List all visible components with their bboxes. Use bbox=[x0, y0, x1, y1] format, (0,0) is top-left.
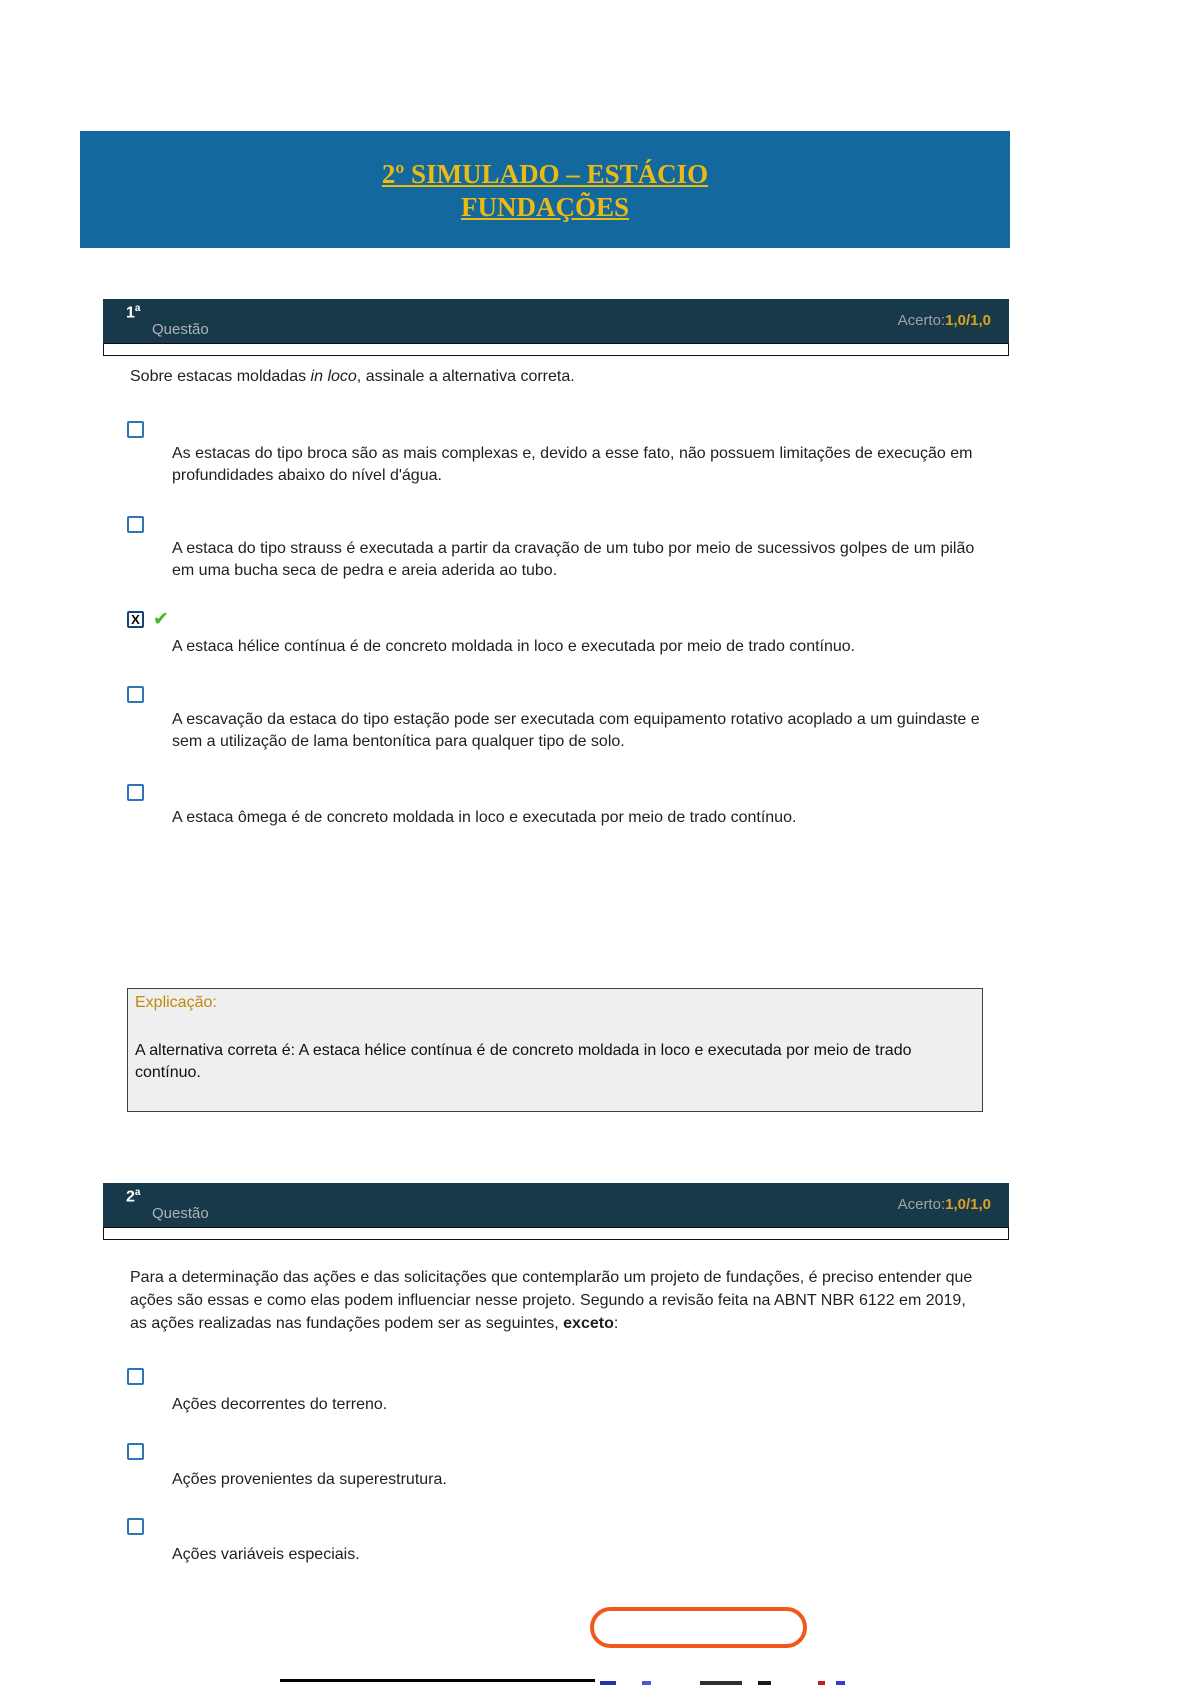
q2-option1-text: Ações decorrentes do terreno. bbox=[172, 1396, 388, 1413]
orange-highlight-oval bbox=[590, 1607, 807, 1648]
cutoff-divider-line bbox=[280, 1679, 595, 1682]
question2-progress-strip bbox=[103, 1227, 1009, 1240]
q1-option5-text: A estaca ômega é de concreto moldada in loco e executada por meio de trado contínuo. bbox=[172, 809, 797, 826]
question2-score: Acerto:1,0/1,0 bbox=[897, 1196, 991, 1213]
q1-option1-checkbox[interactable] bbox=[127, 421, 144, 438]
question1-score: Acerto:1,0/1,0 bbox=[897, 312, 991, 329]
q1-option4-text: A escavação da estaca do tipo estação pode ser executada com equipamento rotativo acoplado a um guindaste e sem a utilização de lama bentonítica para qualquer tipo de solo. bbox=[172, 711, 980, 750]
question2-prompt: Para a determinação das ações e das solicitações que contemplarão um projeto de fundações, é preciso entender que ações são essas e como elas podem influenciar nesse projeto. Segundo a revisão feita na ABNT NBR 6122 em 2019, as ações realizadas nas fundações podem ser as seguintes, exceto: bbox=[130, 1269, 973, 1332]
cutoff-fragment bbox=[600, 1681, 616, 1685]
question1-score-value: 1,0/1,0 bbox=[945, 312, 991, 329]
question2-number: 2$^a$ bbox=[126, 1187, 141, 1206]
question1-progress-strip bbox=[103, 343, 1009, 356]
cutoff-fragment bbox=[818, 1681, 825, 1685]
checkbox-x-mark: X bbox=[131, 612, 140, 627]
q2-option2-text: Ações provenientes da superestrutura. bbox=[172, 1471, 447, 1488]
question1-prompt-italic: in loco bbox=[310, 368, 357, 385]
q1-option4-checkbox[interactable] bbox=[127, 686, 144, 703]
q1-option2-text: A estaca do tipo strauss é executada a partir da cravação de um tubo por meio de sucessivos golpes de um pilão em uma bucha seca de pedra e areia aderida ao tubo. bbox=[172, 540, 975, 579]
q1-option3-checkbox-checked[interactable] bbox=[127, 611, 144, 628]
title-banner bbox=[80, 131, 1010, 248]
q2-option1-checkbox[interactable] bbox=[127, 1368, 144, 1385]
question2-prompt-bold: exceto bbox=[563, 1315, 614, 1332]
explanation-label: Explicação: bbox=[135, 994, 217, 1011]
cutoff-fragment bbox=[642, 1681, 651, 1685]
question2-header-bar bbox=[103, 1183, 1009, 1227]
question2-score-value: 1,0/1,0 bbox=[945, 1196, 991, 1213]
banner-title-line1: 2º SIMULADO – ESTÁCIO bbox=[381, 159, 709, 189]
q1-option1-text: As estacas do tipo broca são as mais complexas e, devido a esse fato, não possuem limitações de execução em profundidades abaixo do nível d'água. bbox=[172, 445, 973, 484]
question2-label: Questão bbox=[152, 1205, 209, 1222]
question1-label: Questão bbox=[152, 321, 209, 338]
cutoff-fragment bbox=[836, 1681, 845, 1685]
explanation-box bbox=[127, 988, 983, 1112]
question1-prompt: Sobre estacas moldadas in loco, assinale a alternativa correta. bbox=[130, 368, 575, 385]
q1-option3-text: A estaca hélice contínua é de concreto moldada in loco e executada por meio de trado contínuo. bbox=[172, 638, 856, 655]
q2-option3-text: Ações variáveis especiais. bbox=[172, 1546, 360, 1563]
q1-option2-checkbox[interactable] bbox=[127, 516, 144, 533]
q2-option3-checkbox[interactable] bbox=[127, 1518, 144, 1535]
question1-number: 1$^a$ bbox=[126, 303, 141, 322]
cutoff-fragment bbox=[758, 1681, 771, 1685]
q2-option2-checkbox[interactable] bbox=[127, 1443, 144, 1460]
banner-title-line2: FUNDAÇÕES bbox=[460, 192, 629, 222]
question1-header-bar bbox=[103, 299, 1009, 343]
cutoff-fragment bbox=[700, 1681, 742, 1685]
q1-option5-checkbox[interactable] bbox=[127, 784, 144, 801]
correct-answer-check-icon: ✔ bbox=[153, 609, 169, 630]
explanation-text: A alternativa correta é: A estaca hélice contínua é de concreto moldada in loco e executada por meio de trado contínuo. bbox=[135, 1042, 912, 1081]
